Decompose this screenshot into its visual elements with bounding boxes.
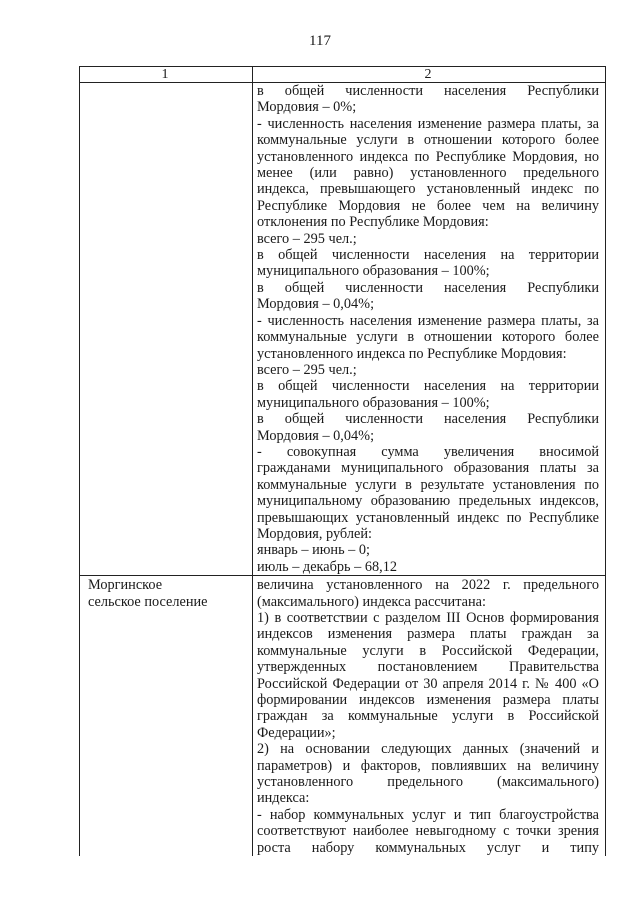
text-line: - численность населения изменение размера платы, за	[257, 115, 599, 132]
header-col-1: 1	[80, 67, 253, 83]
text-line: в общей численности населения Республики	[257, 411, 599, 428]
text-line: в общей численности населения на территории	[257, 378, 599, 395]
text-line: индекса, превышающего установленный индекс по	[257, 181, 599, 198]
text-line: Мордовия – 0%;	[257, 99, 357, 116]
row2-municipality-cell	[80, 576, 253, 856]
text-line: в общей численности населения Республики	[257, 83, 599, 99]
text-line: формировании индексов изменения размера платы	[257, 692, 599, 709]
text-line: индекса:	[257, 790, 310, 807]
text-line: установленного индекса по Республике Мордовия:	[257, 345, 567, 362]
text-line: коммунальные услуги в результате установления по	[257, 476, 599, 493]
text-line: менее (или равно) установленного предельного	[257, 165, 599, 182]
text-line: утвержденных постановлением Правительства	[257, 659, 599, 676]
text-line: коммунальные услуги в Российской Федерации,	[257, 642, 599, 659]
header-col-2: 2	[253, 67, 606, 83]
text-line: (максимального) индекса рассчитана:	[257, 593, 486, 610]
text-line: величина установленного на 2022 г. предельного	[257, 577, 599, 594]
text-line: 2) на основании следующих данных (значений и	[257, 741, 599, 758]
text-line: 1) в соответствии с разделом III Основ формирования	[257, 610, 599, 626]
row1-municipality-cell	[80, 83, 253, 576]
text-line: Мордовия – 0,04%;	[257, 296, 375, 313]
municipality-name-line-1: Моргинское	[88, 577, 163, 594]
text-line: индексов изменения размера платы граждан за	[257, 626, 599, 643]
document-table	[79, 66, 606, 856]
text-line: коммунальные услуги в отношении которого более	[257, 329, 599, 346]
text-line: - численность населения изменение размера платы, за	[257, 312, 599, 329]
text-line: Мордовия, рублей:	[257, 525, 372, 542]
text-line: установленного индекса по Республике Мордовия, но	[257, 148, 599, 165]
municipality-name-line-2: сельское поселение	[88, 593, 208, 610]
text-line: отклонения по Республике Мордовия:	[257, 214, 489, 231]
page-number: 117	[309, 33, 331, 49]
text-line: январь – июнь – 0;	[257, 542, 371, 559]
text-line: Республике Мордовия не более чем на величину	[257, 197, 599, 214]
text-line: Мордовия – 0,04%;	[257, 427, 375, 444]
text-line: - совокупная сумма увеличения вносимой	[257, 443, 599, 460]
text-line: Федерации»;	[257, 724, 336, 741]
table-row	[80, 576, 606, 856]
text-line: в общей численности населения Республики	[257, 279, 599, 296]
row2-description-cell	[253, 576, 606, 856]
text-line: установленного предельного (максимального)	[257, 774, 599, 791]
text-line: муниципальному образованию предельных индексов,	[257, 493, 599, 510]
text-line: превышающих установленный индекс по Республике	[257, 509, 599, 526]
text-line: роста набору коммунальных услуг и типу	[257, 839, 599, 856]
text-line: коммунальные услуги в отношении которого более	[257, 132, 599, 149]
text-line: муниципального образования – 100%;	[257, 394, 490, 411]
text-line: июль – декабрь – 68,12	[257, 558, 398, 575]
text-line: гражданами муниципального образования платы за	[257, 460, 599, 477]
text-line: всего – 295 чел.;	[257, 230, 357, 247]
text-line: Российской Федерации от 30 апреля 2014 г. № 400 «О	[257, 675, 599, 692]
text-line: граждан за коммунальные услуги в Российской	[257, 708, 599, 725]
text-line: всего – 295 чел.;	[257, 361, 357, 378]
text-line: муниципального образования – 100%;	[257, 263, 490, 280]
text-line: в общей численности населения на территории	[257, 247, 599, 264]
text-line: - набор коммунальных услуг и тип благоустройства	[257, 806, 599, 823]
table-row	[80, 83, 606, 576]
text-line: параметров) и факторов, повлиявших на величину	[257, 757, 599, 774]
row1-description-cell	[253, 83, 606, 576]
text-line: соответствуют наиболее невыгодному с точки зрения	[257, 823, 599, 840]
table-header-row	[80, 67, 606, 83]
